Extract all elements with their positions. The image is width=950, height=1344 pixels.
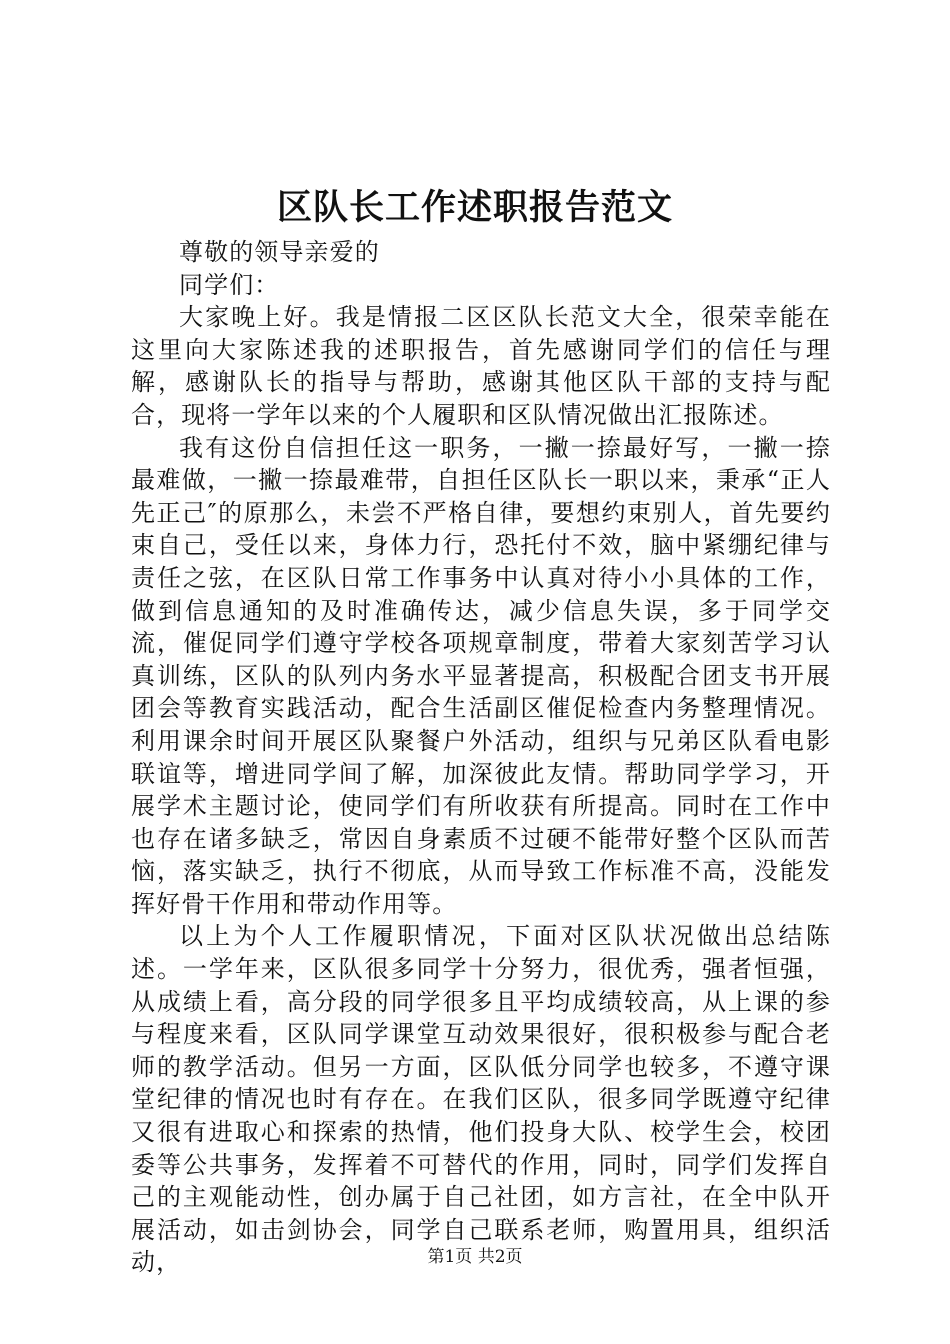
page-footer: 第1页 共2页 (427, 1247, 523, 1267)
paragraph-squad-summary: 以上为个人工作履职情况，下面对区队状况做出总结陈述。一学年来，区队很多同学十分努力，很优秀，强者恒强，从成绩上看，高分段的同学很多且平均成绩较高，从上课的参与程度来看，区队同学课堂互动效果很好，很积极参与配合老师的教学活动。但另一方面，区队低分同学也较多，不遵守课堂纪律的情况也时有存在。在我们区队，很多同学既遵守纪律又很有进取心和探索的热情，他们投身大队、校学生会，校团委等公共事务，发挥着不可替代的作用，同时，同学们发挥自己的主观能动性，创办属于自己社团，如方言社，在全中队开展活动，如击剑协会，同学自己联系老师，购置用具，组织活动， (131, 922, 831, 1277)
paragraph-personal-duties: 我有这份自信担任这一职务，一撇一捺最好写，一撇一捺最难做，一撇一捺最难带，自担任区队长一职以来，秉承“正人先正己″的原那么，未尝不严格自律，要想约束别人，首先要约束自己，受任以来，身体力行，恐托付不效，脑中紧绷纪律与责任之弦，在区队日常工作事务中认真对待小小具体的工作，做到信息通知的及时准确传达，减少信息失误，多于同学交流，催促同学们遵守学校各项规章制度，带着大家刻苦学习认真训练，区队的队列内务水平显著提高，积极配合团支书开展团会等教育实践活动，配合生活副区催促检查内务整理情况。利用课余时间开展区队聚餐户外活动，组织与兄弟区队看电影联谊等，增进同学间了解，加深彼此友情。帮助同学学习，开展学术主题讨论，使同学们有所收获有所提高。同时在工作中也存在诸多缺乏，常因自身素质不过硬不能带好整个区队而苦恼，落实缺乏，执行不彻底，从而导致工作标准不高，没能发挥好骨干作用和带动作用等。 (131, 433, 831, 918)
paragraph-intro: 大家晚上好。我是情报二区区队长范文大全，很荣幸能在这里向大家陈述我的述职报告，首先感谢同学们的信任与理解，感谢队长的指导与帮助，感谢其他区队干部的支持与配合，现将一学年以来的个人履职和区队情况做出汇报陈述。 (131, 303, 831, 429)
document-title: 区队长工作述职报告范文 (276, 187, 673, 228)
salutation-line-1: 尊敬的领导亲爱的 (179, 238, 380, 266)
document-body (131, 236, 831, 1279)
salutation-line-2: 同学们： (179, 270, 280, 299)
